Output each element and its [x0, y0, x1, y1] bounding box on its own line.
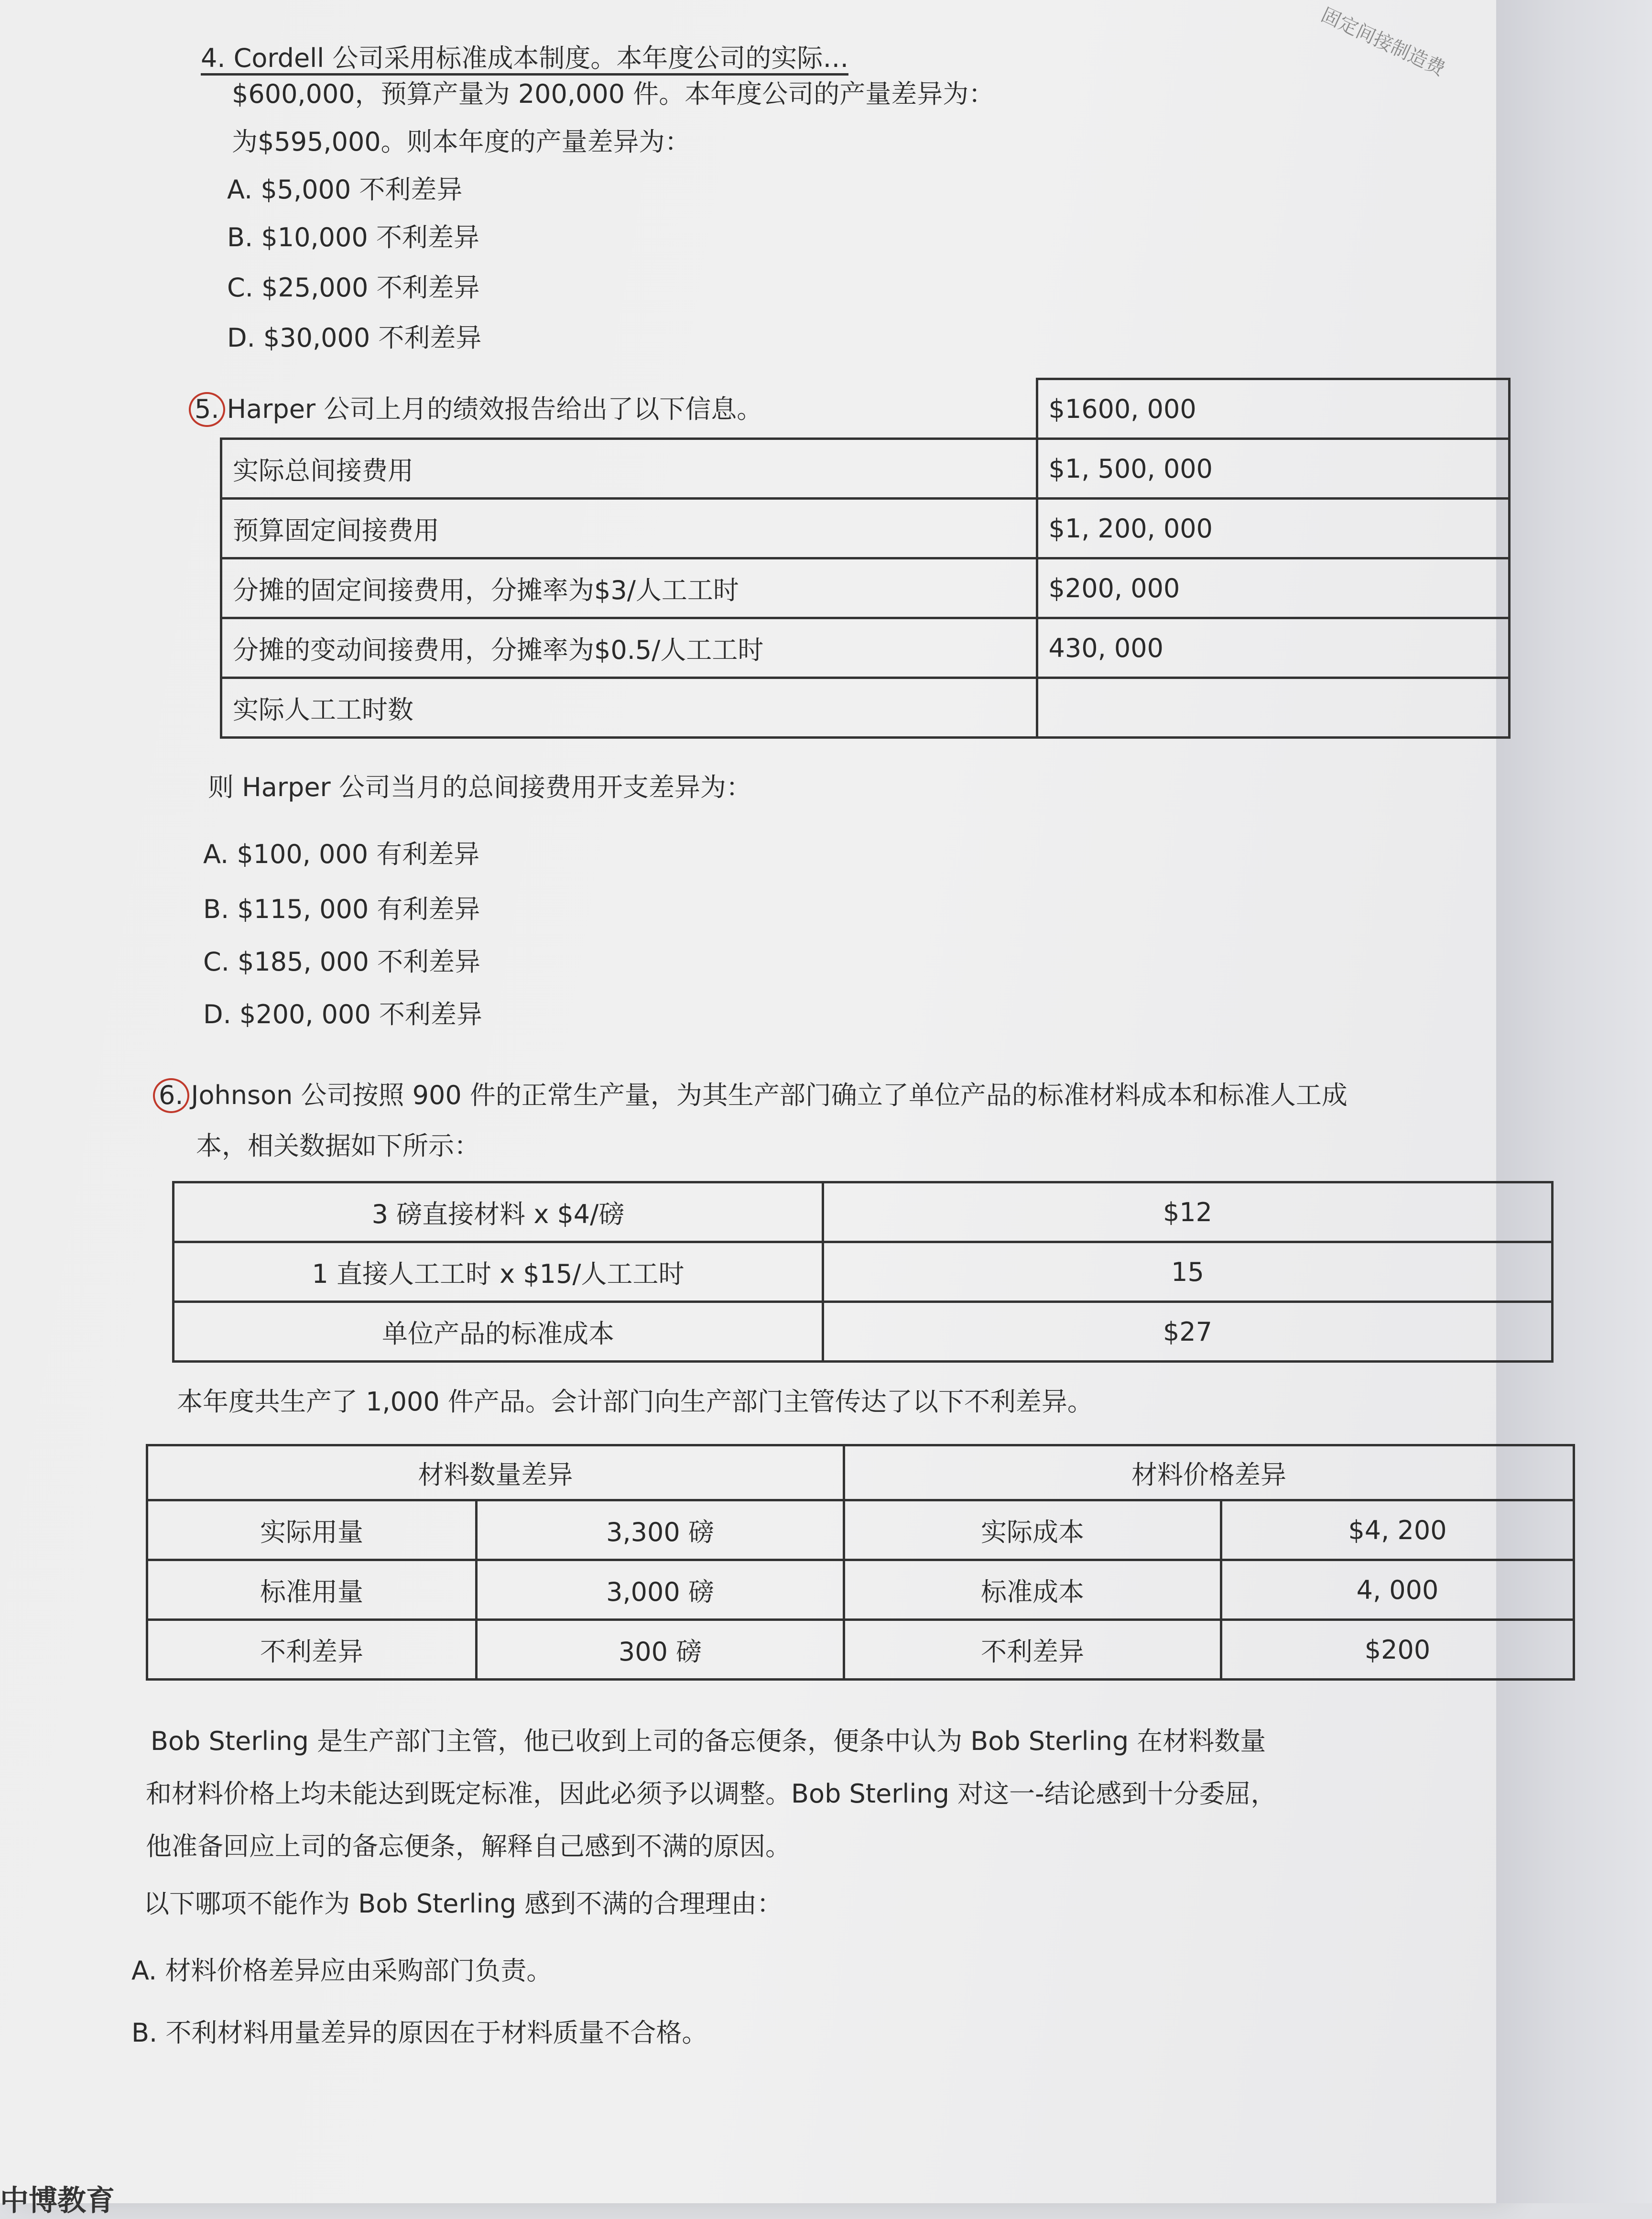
q5-intro: 5. Harper 公司上月的绩效报告给出了以下信息。 [189, 392, 762, 427]
table-row [221, 379, 1510, 439]
q5-value-cell: $200, 000 [1037, 558, 1510, 618]
q5-label-cell: 分摊的固定间接费用，分摊率为$3/人工工时 [221, 558, 1037, 618]
q6-para-line1: Bob Sterling 是生产部门主管，他已收到上司的备忘便条，便条中认为 Bob Sterling 在材料数量 [151, 1726, 1266, 1756]
q5-label-cell [221, 379, 1037, 439]
q6-standard-cost-table [172, 1181, 1554, 1363]
q5-number: 5. [189, 392, 225, 427]
q6-question: 以下哪项不能作为 Bob Sterling 感到不满的合理理由： [143, 1889, 783, 1919]
q6-production-note: 本年度共生产了 1,000 件产品。会计部门向生产部门主管传达了以下不利差异。 [177, 1387, 1093, 1417]
qty-label-cell: 不利差异 [147, 1620, 477, 1680]
table-row [174, 1182, 1553, 1242]
footer-logo: 中博教育 [0, 2184, 115, 2218]
price-value-cell: $200 [1221, 1620, 1574, 1680]
q6-intro-line1: 6. Johnson 公司按照 900 件的正常生产量，为其生产部门确立了单位产品的标准材料成本和标准人工成 [153, 1078, 1348, 1113]
q4-option-a: A. $5,000 不利差异 [227, 175, 463, 205]
price-label-cell: 不利差异 [844, 1620, 1221, 1680]
q6-number: 6. [153, 1078, 189, 1113]
price-value-cell: $4, 200 [1221, 1500, 1574, 1560]
q5-option-b: B. $115, 000 有利差异 [203, 894, 480, 924]
q6-intro-line2: 本，相关数据如下所示： [196, 1131, 480, 1161]
qty-value-cell: 300 磅 [477, 1620, 844, 1680]
q5-label-cell: 分摊的变动间接费用，分摊率为$0.5/人工工时 [221, 618, 1037, 678]
qty-value-cell: 3,000 磅 [477, 1560, 844, 1620]
q4-line2: $600,000，预算产量为 200,000 件。本年度公司的产量差异为： [232, 79, 995, 109]
q6-para-line2: 和材料价格上均未能达到既定标准，因此必须予以调整。Bob Sterling 对这一-结论感到十分委屈， [146, 1779, 1277, 1809]
q4-option-d: D. $30,000 不利差异 [227, 323, 482, 353]
q5-option-a: A. $100, 000 有利差异 [203, 839, 480, 869]
table-row [174, 1242, 1553, 1302]
q5-performance-table [220, 378, 1511, 739]
q5-question: 则 Harper 公司当月的总间接费用开支差异为： [208, 772, 752, 802]
qty-value-cell: 3,300 磅 [477, 1500, 844, 1560]
page-stack-edge [1496, 0, 1652, 2203]
std-value-cell: $12 [823, 1182, 1553, 1242]
table-row [221, 499, 1510, 558]
q5-label-cell: 实际总间接费用 [221, 439, 1037, 499]
corner-header-text: 固定间接制造费 [1317, 4, 1448, 81]
table-row [147, 1560, 1574, 1620]
price-variance-header: 材料价格差异 [844, 1445, 1574, 1500]
std-label-cell: 3 磅直接材料 x $4/磅 [174, 1182, 823, 1242]
q6-para-line3: 他准备回应上司的备忘便条，解释自己感到不满的原因。 [146, 1831, 791, 1861]
q5-label-cell: 预算固定间接费用 [221, 499, 1037, 558]
q5-value-cell: $1, 500, 000 [1037, 439, 1510, 499]
q5-label-cell: 实际人工工时数 [221, 678, 1037, 738]
q4-option-b: B. $10,000 不利差异 [227, 222, 479, 252]
qty-variance-header: 材料数量差异 [147, 1445, 844, 1500]
q6-option-b: B. 不利材料用量差异的原因在于材料质量不合格。 [131, 2018, 708, 2048]
q5-value-cell [1037, 678, 1510, 738]
qty-label-cell: 标准用量 [147, 1560, 477, 1620]
q5-value-cell: 430, 000 [1037, 618, 1510, 678]
std-value-cell: 15 [823, 1242, 1553, 1302]
q5-value-cell: $1600, 000 [1037, 379, 1510, 439]
table-row [174, 1302, 1553, 1362]
std-label-cell: 1 直接人工工时 x $15/人工工时 [174, 1242, 823, 1302]
q6-variance-table [146, 1444, 1575, 1681]
q6-option-a: A. 材料价格差异应由采购部门负责。 [131, 1956, 553, 1986]
std-value-cell: $27 [823, 1302, 1553, 1362]
q5-option-d: D. $200, 000 不利差异 [203, 999, 482, 1029]
q4-line3: 为$595,000。则本年度的产量差异为： [232, 127, 691, 157]
table-row [221, 678, 1510, 738]
table-row [221, 558, 1510, 618]
table-row [147, 1620, 1574, 1680]
price-label-cell: 标准成本 [844, 1560, 1221, 1620]
q4-line1: 4. Cordell 公司采用标准成本制度。本年度公司的实际… [201, 43, 848, 74]
table-row [147, 1445, 1574, 1500]
table-row [221, 439, 1510, 499]
qty-label-cell: 实际用量 [147, 1500, 477, 1560]
q5-option-c: C. $185, 000 不利差异 [203, 947, 481, 977]
q5-value-cell: $1, 200, 000 [1037, 499, 1510, 558]
price-label-cell: 实际成本 [844, 1500, 1221, 1560]
q4-option-c: C. $25,000 不利差异 [227, 273, 480, 303]
table-row [147, 1500, 1574, 1560]
table-row [221, 618, 1510, 678]
std-label-cell: 单位产品的标准成本 [174, 1302, 823, 1362]
price-value-cell: 4, 000 [1221, 1560, 1574, 1620]
